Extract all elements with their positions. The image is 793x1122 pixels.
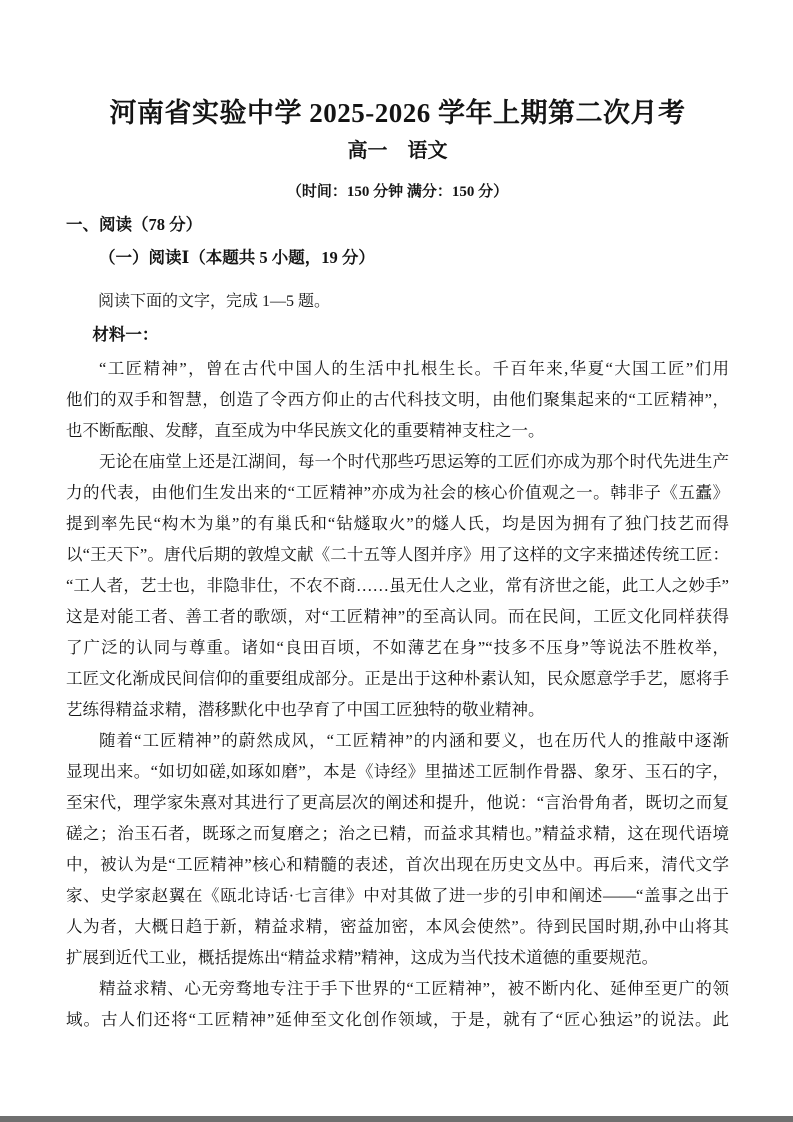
text-line: 扩展到近代工业，概括提炼出“精益求精”精神，这成为当代技术道德的重要规范。 — [66, 948, 659, 967]
body-paragraph — [66, 973, 729, 1035]
text-line: 艺练得精益求精，潜移默化中也孕育了中国工匠独特的敬业精神。 — [66, 700, 545, 719]
body-paragraph — [66, 725, 729, 973]
text-line: 了广泛的认同与尊重。诸如“良田百顷，不如薄艺在身”“技多不压身”等说法不胜枚举， — [66, 638, 729, 657]
text-line: 人为者，大概日趋于新，精益求精，密益加密，本风会使然”。待到民国时期,孙中山将其 — [66, 917, 729, 936]
text-line: 以“王天下”。唐代后期的敦煌文献《二十五等人图并序》用了这样的文字来描述传统工匠： — [66, 545, 729, 564]
text-line: 磋之；治玉石者，既琢之而复磨之；治之已精，而益求其精也。”精益求精，这在现代语境 — [66, 824, 729, 843]
text-line: 这是对能工者、善工者的歌颂，对“工匠精神”的至高认同。而在民间，工匠文化同样获得 — [66, 607, 729, 626]
body-paragraph — [66, 446, 729, 725]
exam-title: 河南省实验中学 2025-2026 学年上期第二次月考 — [109, 98, 686, 128]
material-one-body — [66, 353, 729, 1035]
section-one-heading: 一、阅读（78 分） — [66, 215, 203, 234]
page-content — [0, 96, 793, 1035]
reading-instruction: 阅读下面的文字，完成 1—5 题。 — [98, 293, 331, 310]
body-paragraph — [66, 353, 729, 446]
text-line: 域。古人们还将“工匠精神”延伸至文化创作领域，于是，就有了“匠心独运”的说法。此 — [66, 1010, 729, 1029]
exam-subject: 高一 语文 — [347, 140, 448, 162]
text-line: 中，被认为是“工匠精神”核心和精髓的表述，首次出现在历史文丛中。再后来，清代文学 — [66, 855, 729, 874]
text-line: 精益求精、心无旁骛地专注于手下世界的“工匠精神”，被不断内化、延伸至更广的领 — [99, 979, 729, 998]
text-line: 他们的双手和智慧，创造了令西方仰止的古代科技文明，由他们聚集起来的“工匠精神”， — [66, 390, 729, 409]
material-one-label: 材料一： — [92, 325, 159, 344]
text-line: 至宋代，理学家朱熹对其进行了更高层次的阐述和提升，他说：“言治骨角者，既切之而复 — [66, 793, 729, 812]
exam-time-score-info: （时间：150 分钟 满分：150 分） — [286, 184, 509, 200]
subsection-reading-one-heading: （一）阅读Ⅰ（本题共 5 小题，19 分） — [99, 248, 375, 267]
text-line: “工匠精神”，曾在古代中国人的生活中扎根生长。千百年来,华夏“大国工匠”们用 — [99, 359, 729, 378]
text-line: 提到率先民“构木为巢”的有巢氏和“钻燧取火”的燧人氏，均是因为拥有了独门技艺而得 — [66, 514, 729, 533]
text-line: “工人者，艺士也，非隐非仕，不农不商……虽无仕人之业，常有济世之能，此工人之妙手” — [66, 576, 729, 595]
window-bottom-edge-bar — [0, 1116, 793, 1122]
text-line: 随着“工匠精神”的蔚然成风，“工匠精神”的内涵和要义，也在历代人的推敲中逐渐 — [99, 731, 729, 750]
text-line: 显现出来。“如切如磋,如琢如磨”，本是《诗经》里描述工匠制作骨器、象牙、玉石的字， — [66, 762, 729, 781]
text-line: 无论在庙堂上还是江湖间，每一个时代那些巧思运筹的工匠们亦成为那个时代先进生产 — [99, 452, 729, 471]
text-line: 也不断酝酿、发酵，直至成为中华民族文化的重要精神支柱之一。 — [66, 421, 545, 440]
text-line: 家、史学家赵翼在《瓯北诗话·七言律》中对其做了进一步的引申和阐述——“盖事之出于 — [66, 886, 729, 905]
text-line: 力的代表，由他们生发出来的“工匠精神”亦成为社会的核心价值观之一。韩非子《五蠹》 — [66, 483, 729, 502]
text-line: 工匠文化渐成民间信仰的重要组成部分。正是出于这种朴素认知，民众愿意学手艺，愿将手 — [66, 669, 729, 688]
